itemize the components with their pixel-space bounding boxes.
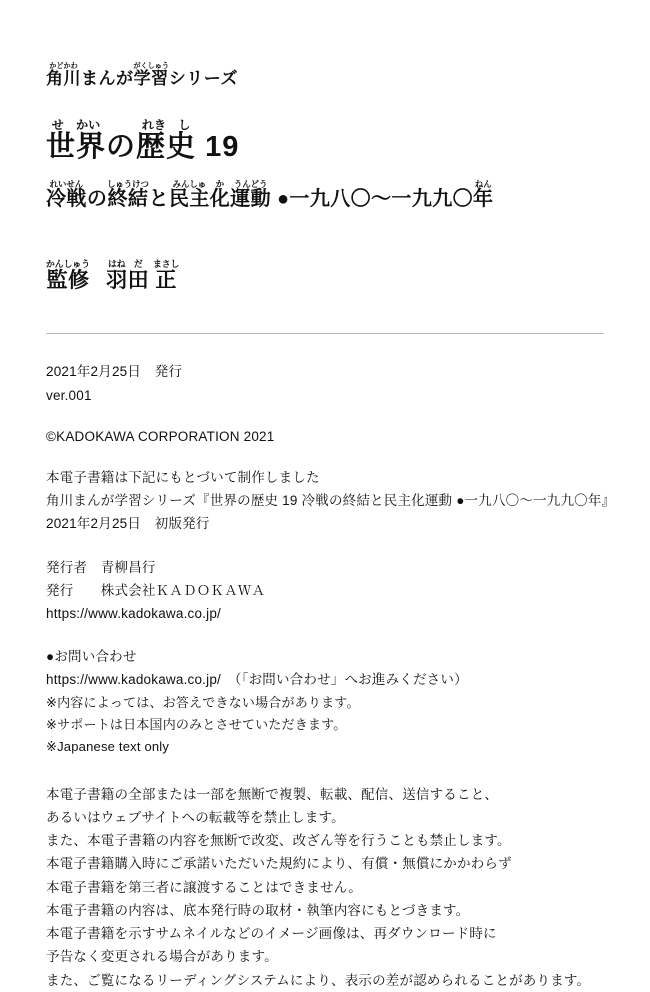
subtitle-ruby-undo: 運動うんどう bbox=[230, 178, 271, 210]
section-divider bbox=[46, 333, 604, 334]
subtitle-ruby-ka: 化か bbox=[209, 178, 231, 210]
contact-note-3: ※Japanese text only bbox=[46, 739, 170, 755]
publisher-person: 発行者 青柳昌行 bbox=[46, 559, 156, 575]
contact-note-2: ※サポートは日本国内のみとさせていただきます。 bbox=[46, 717, 347, 733]
contact-block bbox=[46, 645, 604, 759]
subtitle-ruby-reisen: 冷戦れいせん bbox=[46, 178, 87, 210]
terms-line-1: 本電子書籍の全部または一部を無断で複製、転載、配信、送信すること、 bbox=[46, 786, 499, 802]
supervisor-ruby-da: 田だ bbox=[127, 258, 150, 292]
publisher-company: 発行 株式会社ＫＡＤＯＫＡＷＡ bbox=[46, 582, 266, 598]
terms-line-5: 本電子書籍を第三者に譲渡することはできません。 bbox=[46, 879, 362, 895]
terms-line-2: あるいはウェブサイトへの転載等を禁止します。 bbox=[46, 809, 345, 825]
terms-line-9: また、ご覧になるリーディングシステムにより、表示の差が認められることがあります。 bbox=[46, 972, 591, 988]
terms-line-3: また、本電子書籍の内容を無断で改変、改ざん等を行うことも禁止します。 bbox=[46, 833, 511, 849]
terms-line-8: 予告なく変更される場合があります。 bbox=[46, 949, 278, 965]
contact-heading: ●お問い合わせ bbox=[46, 649, 137, 665]
title-ruby-sekai: 世界せ かい bbox=[46, 118, 107, 164]
supervisor-ruby-kanshu: 監修かんしゅう bbox=[46, 258, 91, 292]
publisher-block bbox=[46, 556, 604, 626]
terms-line-7: 本電子書籍を示すサムネイルなどのイメージ画像は、再ダウンロード時に bbox=[46, 926, 497, 942]
source-note-block bbox=[46, 466, 616, 536]
terms-block bbox=[46, 783, 604, 992]
supervisor-ruby-masashi: 正まさし bbox=[152, 258, 180, 292]
publication-date-block bbox=[46, 360, 604, 406]
contact-url[interactable]: https://www.kadokawa.co.jp/ （「お問い合わせ」へお進みください） bbox=[46, 672, 468, 688]
subtitle-ruby-minshu: 民主みんしゅ bbox=[168, 178, 210, 210]
source-note-line-3: 2021年2月25日 初版発行 bbox=[46, 516, 210, 532]
version: ver.001 bbox=[46, 387, 92, 403]
page-subtitle: 冷戦れいせんの終結しゅうけつと民主みんしゅ化か運動うんどう ●一九八〇〜一九九〇年ねん bbox=[46, 178, 494, 210]
publisher-url[interactable]: https://www.kadokawa.co.jp/ bbox=[46, 606, 221, 622]
contact-note-1: ※内容によっては、お答えできない場合があります。 bbox=[46, 694, 360, 710]
series-label: 角川かどかわまんが学習がくしゅうシリーズ bbox=[46, 62, 238, 88]
publish-date: 2021年2月25日 発行 bbox=[46, 364, 183, 380]
subtitle-ruby-nen: 年ねん bbox=[473, 178, 494, 210]
title-ruby-rekishi: 歴史れき し bbox=[136, 118, 197, 164]
supervisor-ruby-hane: 羽はね bbox=[106, 258, 128, 292]
source-note-line-2: 角川まんが学習シリーズ『世界の歴史 19 冷戦の終結と民主化運動 ●一九八〇〜一九九〇年』 bbox=[46, 493, 616, 509]
copyright: ©KADOKAWA CORPORATION 2021 bbox=[46, 428, 275, 444]
page-title: 世界せ かいの歴史れき し 19 bbox=[46, 118, 240, 164]
series-ruby-kadokawa: 角川かどかわ bbox=[46, 62, 81, 88]
terms-line-4: 本電子書籍購入時にご承諾いただいた規約により、有償・無償にかかわらず bbox=[46, 856, 512, 872]
terms-line-6: 本電子書籍の内容は、底本発行時の取材・執筆内容にもとづきます。 bbox=[46, 902, 470, 918]
copyright-block bbox=[46, 425, 604, 448]
source-note-line-1: 本電子書籍は下記にもとづいて制作しました bbox=[46, 469, 320, 485]
series-ruby-gakushu: 学習がくしゅう bbox=[133, 62, 169, 88]
supervisor-line bbox=[46, 259, 604, 298]
subtitle-ruby-shuketsu: 終結しゅうけつ bbox=[106, 178, 149, 210]
